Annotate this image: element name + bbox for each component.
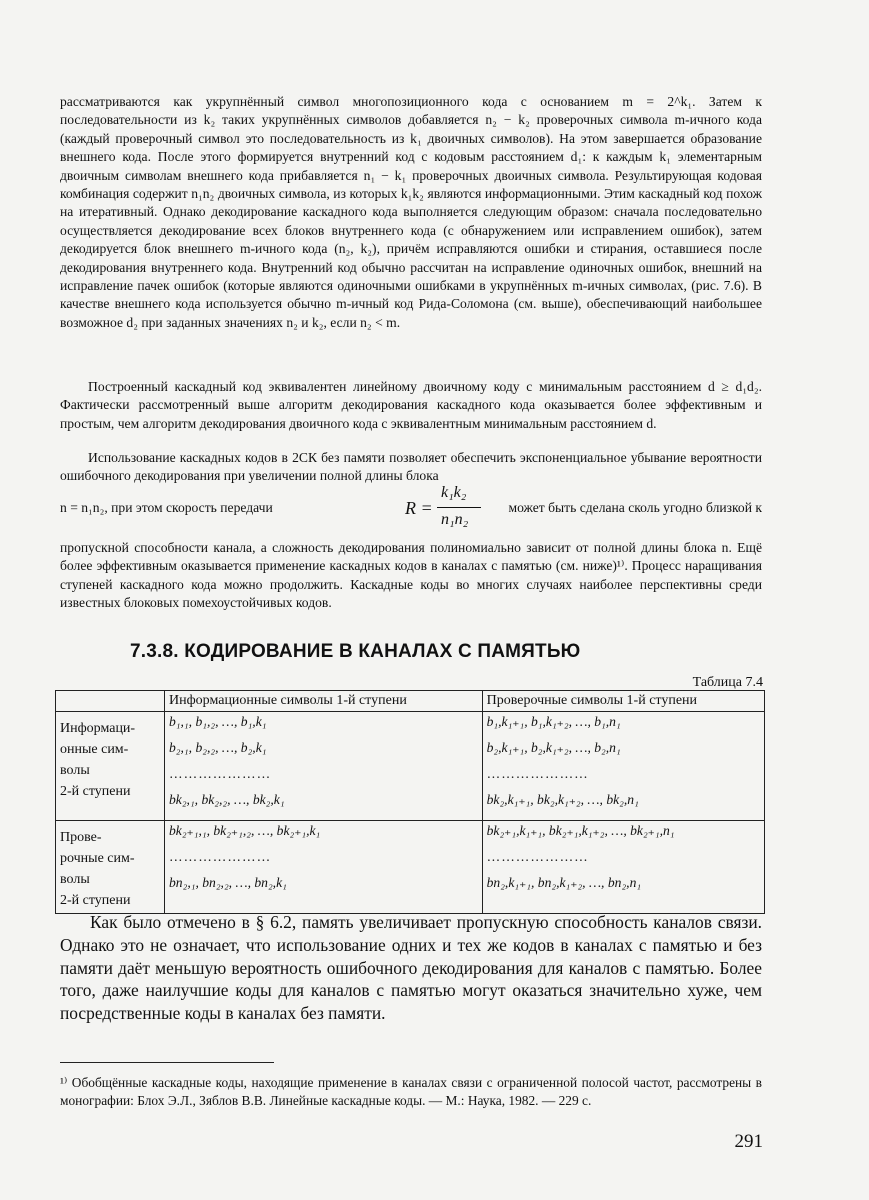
symbol-row: bk₂₊₁,k₁₊₁, bk₂₊₁,k₁₊₂, …, bk₂₊₁,n₁	[486, 823, 675, 838]
row-header-line: волы	[60, 763, 90, 778]
paragraph-channel-capacity: пропускной способности канала, а сложность декодирования полиномиально зависит от полной длины блока n. Ещё более эффективным оказывается применение каскадных кодов в каналах с памятью (см. ниже)¹⁾. Процесс наращивания ступеней каскадного кода можно продолжить. Каскадные коды во многих случаях наиболее перспективны среди известных блоковых помехоустойчивых кодов.	[60, 540, 762, 611]
row-header-line: 2-й ступени	[60, 893, 131, 908]
formula-r-label: R =	[405, 498, 433, 518]
table-cell	[165, 821, 483, 914]
col-header-check: Проверочные символы 1-й ступени	[482, 691, 764, 712]
symbol-row: bk₂,₁, bk₂,₂, …, bk₂,k₁	[169, 792, 285, 807]
cascade-code-table	[55, 690, 765, 914]
symbol-row: bn₂,₁, bn₂,₂, …, bn₂,k₁	[169, 875, 287, 890]
row-header-info	[56, 712, 165, 821]
formula-numerator: k₁k₂	[441, 484, 467, 501]
paragraph-equivalent-code: Построенный каскадный код эквивалентен линейному двоичному коду с минимальным расстоянием d ≥ d₁d₂. Фактически рассмотренный выше алгоритм декодирования каскадного кода оказывается более эффективным и простым, чем алгоритм декодирования двоичного кода с эквивалентным минимальным расстоянием d.	[60, 379, 762, 431]
table-cell	[165, 712, 483, 821]
symbol-row: b₁,₁, b₁,₂, …, b₁,k₁	[169, 714, 267, 729]
symbol-row: bk₂₊₁,₁, bk₂₊₁,₂, …, bk₂₊₁,k₁	[169, 823, 321, 838]
table-row-check	[56, 821, 765, 914]
ellipsis-row: …………………	[486, 766, 589, 781]
symbol-row: bk₂,k₁₊₁, bk₂,k₁₊₂, …, bk₂,n₁	[486, 792, 639, 807]
symbol-row: b₂,₁, b₂,₂, …, b₂,k₁	[169, 740, 267, 755]
paragraph-memory-channels: Как было отмечено в § 6.2, память увеличивает пропускную способность каналов связи. Однако это не означает, что использование одних и тех же кодов в каналах с памятью и без памяти даёт меньшую вероятность ошибочного декодирования для каналов с памятью. Более того, даже наилучшие коды для каналов с памятью могут оказаться значительно хуже, чем посредственные коды в каналах без памяти.	[60, 912, 762, 1024]
col-header-info: Информационные символы 1-й ступени	[165, 691, 483, 712]
footnote: ¹⁾ Обобщённые каскадные коды, находящие применение в каналах связи с ограниченной полосой частот, рассмотрены в монографии: Блох Э.Л., Зяблов В.В. Линейные каскадные коды. — М.: Наука, 1982. — 229 с.	[60, 1075, 762, 1108]
table-row-info	[56, 712, 765, 821]
table-cell	[482, 821, 764, 914]
footnote-divider	[60, 1062, 274, 1063]
symbol-row: bn₂,k₁₊₁, bn₂,k₁₊₂, …, bn₂,n₁	[486, 875, 642, 890]
page-number: 291	[734, 1131, 763, 1152]
formula-denominator: n₁n₂	[441, 511, 469, 528]
symbol-row: b₂,k₁₊₁, b₂,k₁₊₂, …, b₂,n₁	[486, 740, 621, 755]
paragraph-cascade-construction: рассматриваются как укрупнённый символ многопозиционного кода с основанием m = 2^k₁. Затем к последовательности из k₂ таких укрупнённых символов добавляется n₂ − k₂ проверочных символа m-ичного кода (каждый проверочный символ это последовательность из k₁ двоичных символов). На этом завершается образование внешнего кода. После этого формируется внутренний код с кодовым расстоянием d₁: к каждым k₁ элементарным двоичным символам внешнего кода прибавляется n₁ − k₁ проверочных двоичных символа. Результирующая кодовая комбинация содержит n₁n₂ двоичных символа, из которых k₁k₂ являются информационными. Этим каскадный код похож на итеративный. Однако декодирование каскадного кода выполняется следующим образом: сначала последовательно осуществляется декодирование всех блоков внутреннего кода (с обнаружением или исправлением ошибок), затем декодируется блок внешнего m-ичного кода (n₂, k₂), причём исправляются ошибки и стирания, оставшиеся после декодирования внутреннего кода. Внутренний код обычно рассчитан на исправление одиночных ошибок, внешний на исправление пачек ошибок (которые являются одиночными ошибками в укрупнённых m-ичных символах, (рис. 7.6). В качестве внешнего кода используется обычно m-ичный код Рида-Соломона (см. выше), обеспечивающий наибольшее возможное d₂ при заданных значениях n₂ и k₂, если n₂ < m.	[60, 94, 762, 330]
ellipsis-row: …………………	[486, 849, 589, 864]
rate-formula	[405, 484, 485, 536]
table-cell	[482, 712, 764, 821]
row-header-check	[56, 821, 165, 914]
table-header-row	[56, 691, 765, 712]
formula-left-text: n = n₁n₂, при этом скорость передачи	[60, 500, 273, 515]
table-corner-cell	[56, 691, 165, 712]
row-header-line: Информаци-	[60, 721, 136, 736]
row-header-line: Прове-	[60, 830, 102, 845]
symbol-row: b₁,k₁₊₁, b₁,k₁₊₂, …, b₁,n₁	[486, 714, 621, 729]
row-header-line: онные сим-	[60, 742, 129, 757]
ellipsis-row: …………………	[169, 766, 272, 781]
row-header-line: волы	[60, 872, 90, 887]
ellipsis-row: …………………	[169, 849, 272, 864]
section-heading: 7.3.8. КОДИРОВАНИЕ В КАНАЛАХ С ПАМЯТЬЮ	[130, 641, 581, 662]
row-header-line: 2-й ступени	[60, 784, 131, 799]
row-header-line: рочные сим-	[60, 851, 135, 866]
fraction-bar	[437, 507, 481, 508]
rate-formula-line	[60, 484, 762, 536]
table-label: Таблица 7.4	[692, 675, 763, 690]
formula-right-text: может быть сделана сколь угодно близкой к	[508, 500, 762, 515]
paragraph-memoryless-usage: Использование каскадных кодов в 2СК без памяти позволяет обеспечить экспоненциальное убывание вероятности ошибочного декодирования при увеличении полной длины блока	[60, 450, 762, 484]
